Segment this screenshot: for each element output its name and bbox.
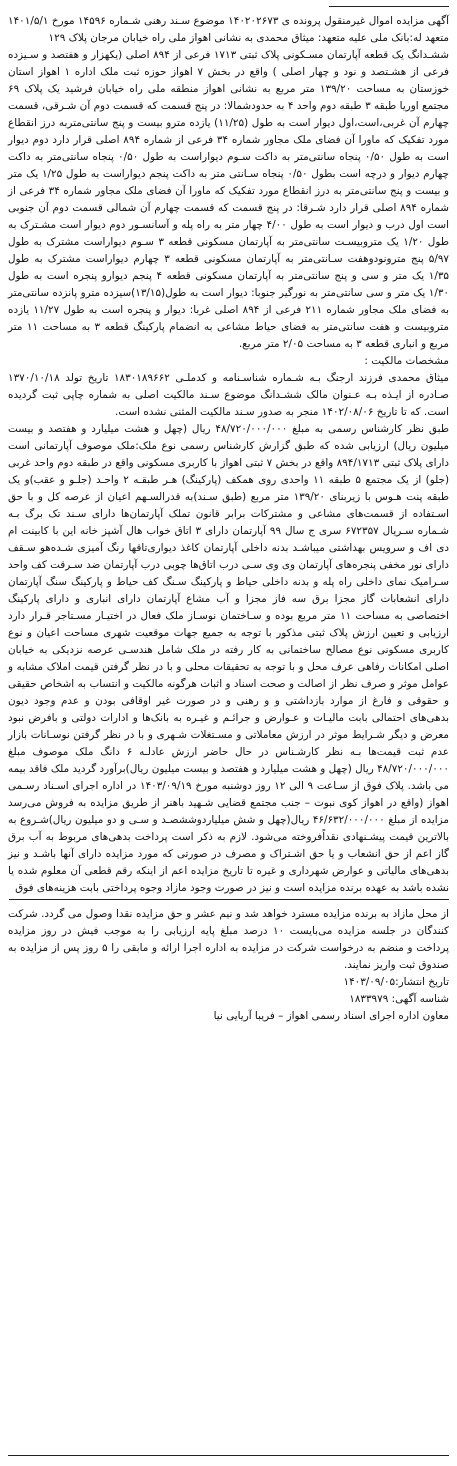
ownership-title: مشخصات مالکیت : — [364, 355, 449, 367]
ownership-text: میثاق محمدی فرزند ارجنگ بـه شـماره شناسـنامه و کدملـی ۱۸۳۰۱۸۹۶۶۲ تاریخ تولد ۱۳۷۰/۱۰/۱۸ صـادره از ایـذه بـه عـنوان مالک ششـدانگ موضوع سـند مالکیت اصلی به شماره چاپی ثبت گردیده است. که تا تاریخ ۱۴۰۲/۰۸/۰۶ منجر به صدور سـند مالکیت المثنی نشده است. — [8, 372, 450, 418]
top-divider — [329, 6, 449, 7]
signature-line: معاون اداره اجرای اسناد رسمی اهواز – فریبا آریایی نیا — [213, 1010, 449, 1022]
middle-divider — [9, 899, 449, 900]
publish-date: تاریخ انتشار:۱۴۰۳/۰۹/۰۵ — [343, 976, 449, 988]
notice-header: آگهی مزایده اموال غیرمنقول پرونده ی ۱۴۰۲۰۲۶۷۳ موضوع سـند رهنی شـماره ۱۴۵۹۶ مورخ ۱۴۰۱/۵/۱ متعهد له:بانک ملی علیه متعهد: میثاق محمدی به نشانی اهواز ملی راه خیابان مرجان پلاک ۱۲۹ — [8, 15, 450, 44]
notice-id: شناسه آگهی: ۱۸۳۳۹۷۹ — [349, 993, 449, 1005]
closing-text: از محل مازاد به برنده مزایده مسترد خواهد شد و نیم عشر و حق مزایده نقدا وصول می گردد. شرکت کنندگان در جلسه مزایده می‌بایست ۱۰ درصد مبلغ پایه ارزیابی را به موجب فیش در روز مزایده پرداخت و منضم به درخواست شرکت در مزایده به اداره اجرا ارائه و مابقی را ۵ روز پس از مزایده به صندوق ثبت واریز نمایند. — [8, 908, 449, 971]
appraisal-text: طبق نظر کارشناس رسمی به مبلغ ۴۸/۷۲۰/۰۰۰/۰۰۰ ریال (چهل و هشت میلیارد و هفتصد و بیست میلیون ریال) ارزیابی شده که طبق گزارش کارشناس رسمی نوع ملک:ملک موصوف آپارتمانی است دارای پلاک ثبتی ۸۹۴/۱۷۱۳ واقع در بخش ۷ ثبتی اهواز با کاربری مسکونی واقع در طبقه دوم واحد غربی (جلو) از یک مجتمع ۵ طبقه ۱۱ واحدی روی همکف (پارکینگ) هـر طبقـه ۲ واحـد (جلـو و عقب)و یک طبقه پنت هـوس با زیربنای ۱۳۹/۲۰ متر مربع (طبق سـند)به قدرالسـهم اعیان از عرصه کل و با حق اسـتفاده از قسمت‌های مشاعی و مشترکات برابر قانون تملک آپارتمان‌ها دارای سـند تک برگ بـه شـماره سـریال ۶۷۲۳۵۷ سری ج سال ۹۹ آپارتمان دارای ۳ اتاق خواب هال آشپز خانه این با کابینت ام دی اف و سرویس بهداشتی میباشـد بدنه داخلی آپارتمان کاغذ دیواری‌تاقها رنگ آمیزی شـده‌هو سـقف دارای نور مخفی پنجره‌های آپارتمان وی وی سـی درب اتاق‌ها چوبی درب آپارتمان ضد سـرقت کف واحد سـرامیک نمای داخلی راه پله و بدنه داخلی حیاط و پارکینگ سـنگ کف حیاط و پارکینگ سنگ آپارتمان دارای انشعابات گاز مجزا برق سه فاز مجزا و آب مشاع آپارتمان دارای انباری و دارای پارکینگ اختصاصی به مساحت ۱۱ متر مربع بوده و سـاختمان نوسـاز ملک فعال در اختیـار مسـتاجر قـرار دارد ارزیابی و تعیین ارزش پلاک ثبتی مذکور با توجه به جمیع جهات موقعیت شهری مساحت اعیان و نوع کاربری مسکونی نوع مصالح ساختمانی به کار رفته در ملک شامل هندسـی عرصه نزدیکی به خیابان اصلی امکانات رفاهی عرف محل و با توجه به تحقیقات محلی و با در نظر گرفتن قیمت املاک مشابه و عوامل موثر و صرف نظر از اصالت و صحت اسناد و اثبات هرگونه مالکیت و انتساب به اشخاص حقیقی و حقوقی و فارغ از موارد بازداشتی و و رهنی و در صورت غیر اوقافی بودن و عدم وجود دیون بدهی‌های احتمالی بابت مالیـات و عـوارض و جرائـم و غیـره به بانک‌ها و ادارات دولتی و بافرض نبود معرض و دیگر شـرایط موثر در ارزش معاملاتی و مسـتغلات شـهری و با در نظر گرفتن نوسـانات بازار عدم ثبت قیمت‌ها بـه نظر کارشـناس در حال حاضر ارزش عادلـه ۶ دانگ ملک موصوف مبلغ ۴۸/۷۲۰/۰۰۰/۰۰۰ ریال (چهل و هشت میلیارد و هفتصد و بیست میلیون ریال)برآورد گردید ملک فاقد بیمه می باشد. پلاک فوق از سـاعت ۹ الی ۱۲ روز دوشنبه مورخ ۱۴۰۳/۰۹/۱۹ در اداره اجرای اسـناد رسـمی اهواز (واقع در اهواز کوی نبوت – جنب مجتمع قضایی شـهید باهنر از طریق مزایده به فروش می‌رسد مزایده از مبلغ ۴۶/۶۳۲/۰۰۰/۰۰۰ ریال(چهل و شش میلیاردوششصـد و سـی و دو میلیون ریال)شـروع به بالاترین قیمت پیشـنهادی نقداًفروخته می‌شود. لازم به ذکر است پرداخت بدهی‌های مربوط به آب برق گاز اعم از حق انشعاب و یا حق اشـتراک و مصرف در صورتی که مورد مزایده دارای آنها باشـد و نیز بدهی‌های مالیاتی و عوارض شهرداری و غیره تا تاریخ مزایده اعم از اینکه رقم قطعی آن معلوم شده یا نشده باشد به عهده برنده مزایده است و نیز در صورت وجود مازاد وجوه پرداختی بابت هزینه‌های فوق — [8, 423, 450, 894]
bottom-divider — [8, 1455, 449, 1456]
property-description: ششـدانگ یک قطعه آپارتمان مسـکونی پلاک ثبتی ۱۷۱۳ فرعی از ۸۹۴ اصلی (یکهزار و هفتصد و سـیزده فرعی از هشـتصد و نود و چهار اصلی ) واقع در بخش ۷ اهواز حوزه ثبت ملک اداره ۱ اهواز استان خوزستان به مساحت ۱۳۹/۲۰ متر مربع به نشانی اهواز منطقه ملی راه خیابان فرشید یک پلاک ۶۹ مجتمع اوریا طبقه ۳ طبقه دوم واحد ۴ به حدودشمالا: در پنج قسمت که قسمت دوم آن شـرقی، قسمت چهارم آن غربی،است،اول دیوار است به طول (۱۱/۲۵) یازده مترو بیست و پنج سانتی‌متربه درز انقطاع مورد تفکیک که ماورا آن فضای ملک مجاور شماره ۳۴ فرعی از شماره ۸۹۴ اصلی قرار دارد دوم دیوار است به طول ۰/۵۰ پنجاه سانتی‌متر به داکت سـوم دیواراست به طول ۰/۵۰ پنجاه سانتی‌متر به داکت چهارم دیوار و درچه است بطول ۰/۵۰ پنجاه سـانتی متر به داکت پنجم دیواراست به طول ۱/۲۵ یک متر و بیست و پنج سانتی‌متر به درز انقطاع مورد تفکیک که ماورا آن فضای ملک مجاور شماره ۳۴ فرعی از شماره ۸۹۴ اصلی قرار دارد شـرقا: در پنج قسمت که قسمت چهارم آن شمالی قسمت دوم آن جنوبی است اول درب و دیوار است به طول ۴/۰۰ چهار متر به راه پله و آسانسـور دوم دیوار است مشـترک به طول ۱/۲۰ یک متروبیسـت سانتی‌متر به آپارتمان مسکونی قطعه ۳ سـوم دیواراست مشترک به طول ۵/۹۷ پنج مترونودوهفت سـانتی‌متر به آپارتمان مسکونی قطعه ۳ چهارم دیواراست مشترک به طول ۱/۳۵ یک متر و سی و پنج سانتی‌متر به آپارتمان مسکونی قطعه ۴ پنجم دیوارو پنجره است به طول ۱/۳۰ یک متر و سی سانتی‌متر به نورگیر جنوبا: دیوار است به طول(۱۳/۱۵)سیزده مترو پانزده سانتی‌متر به فضای ملک مجاور شماره ۲۱۱ فرعی از ۸۹۴ اصلی غربا: دیوار و پنجره است به طول ۱۱/۲۷ یازده متروبیست و هفت سانتی‌متر به فضای حیاط مشاعی به انضمام پارکینگ قطعه ۳ به مساحت ۱۱ متر مربع و انباری قطعه ۳ به مساحت ۲/۰۵ متر مربع. — [8, 49, 450, 350]
